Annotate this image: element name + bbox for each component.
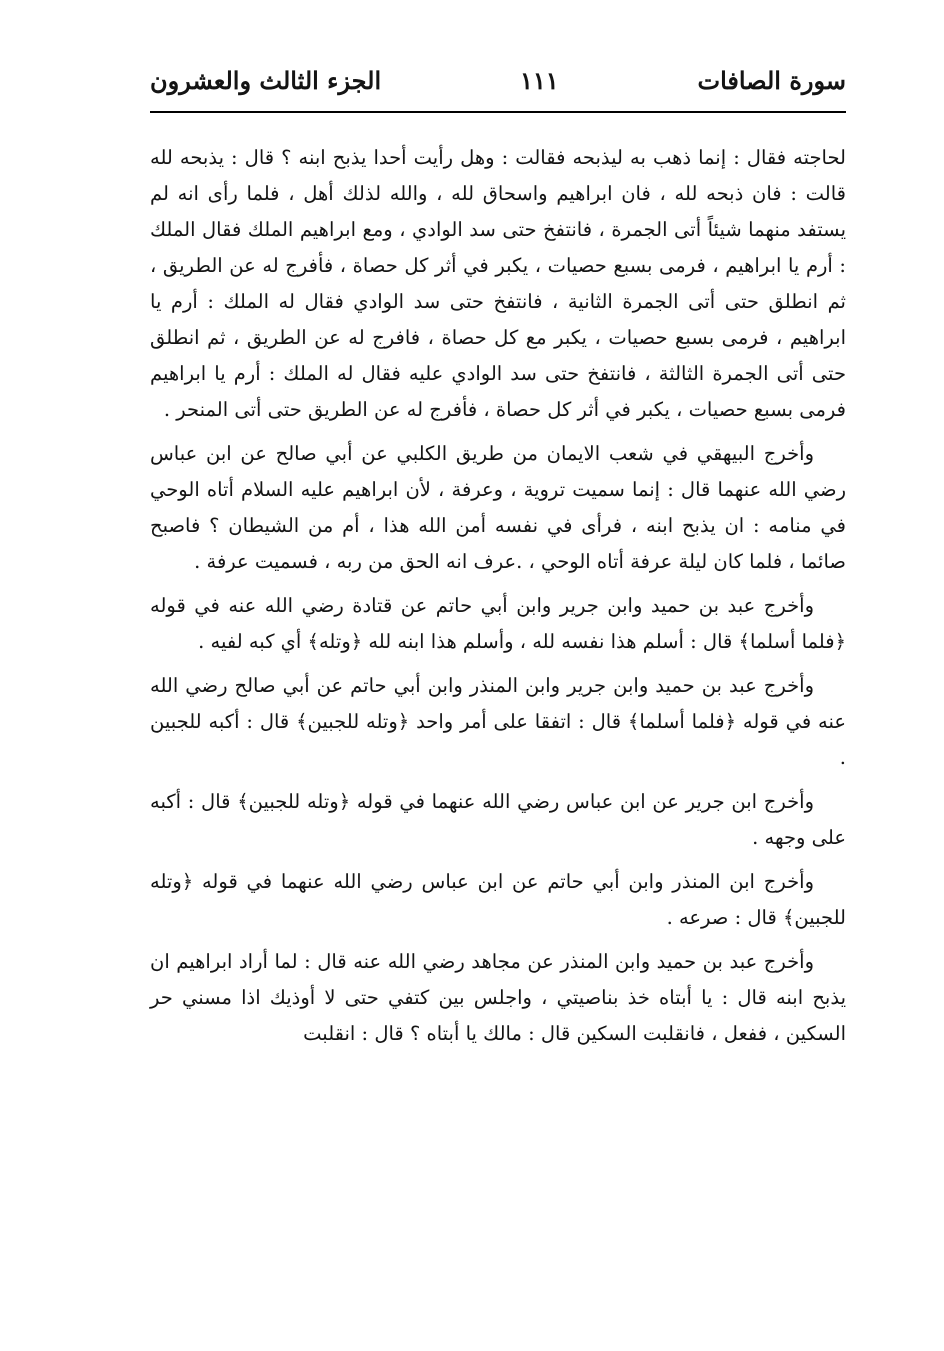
paragraph: وأخرج عبد بن حميد وابن جرير وابن أبي حاتم عن قتادة رضي الله عنه في قوله ﴿فلما أسلما﴾ قال : أسلم هذا نفسه لله ، وأسلم هذا ابنه لله ﴿وتله﴾ أي كبه لفيه . <box>150 594 846 653</box>
paragraph: وأخرج عبد بن حميد وابن المنذر عن مجاهد رضي الله عنه قال : لما أراد ابراهيم ان يذبح ابنه قال : يا أبتاه خذ بناصيتي ، واجلس بين كتفي حتى لا أوذيك اذا مسني حر السكين ، ففعل ، فانقلبت السكين قال : مالك يا أبتاه ؟ قال : انقلبت <box>150 950 846 1045</box>
page-number: ١١١ <box>519 65 559 95</box>
paragraph: وأخرج عبد بن حميد وابن جرير وابن المنذر وابن أبي حاتم عن أبي صالح رضي الله عنه في قوله ﴿فلما أسلما﴾ قال : اتفقا على أمر واحد ﴿وتله للجبين﴾ قال : أكبه للجبين . <box>150 674 846 769</box>
paragraph: لحاجته فقال : إنما ذهب به ليذبحه فقالت : وهل رأيت أحدا يذبح ابنه ؟ قال : يذبحه لله قالت : فان ذبحه لله ، فان ابراهيم واسحاق لله ، والله لذلك أهل ، فلما رأى انه لم يستفد منهما شيئاً أتى الجمرة ، فانتفخ حتى سد الوادي ، ومع ابراهيم الملك فقال الملك : أرم يا ابراهيم ، فرمى بسبع حصيات ، يكبر في أثر كل حصاة ، فأفرج له عن الطريق ، ثم انطلق حتى أتى الجمرة الثانية ، فانتفخ حتى سد الوادي فقال له الملك : أرم يا ابراهيم ، فرمى بسبع حصيات ، يكبر مع كل حصاة ، فافرج له عن الطريق ، ثم انطلق حتى أتى الجمرة الثالثة ، فانتفخ حتى سد الوادي عليه فقال له الملك : أرم يا ابراهيم فرمى بسبع حصيات ، يكبر في أثر كل حصاة ، فأفرج له عن الطريق حتى أتى المنحر . <box>150 146 846 421</box>
paragraph: وأخرج ابن المنذر وابن أبي حاتم عن ابن عباس رضي الله عنهما في قوله ﴿وتله للجبين﴾ قال : صرعه . <box>150 870 846 929</box>
header-rule <box>150 111 846 113</box>
paragraph: وأخرج ابن جرير عن ابن عباس رضي الله عنهما في قوله ﴿وتله للجبين﴾ قال : أكبه على وجهه . <box>150 790 846 849</box>
body-text <box>150 140 846 1060</box>
paragraph: وأخرج البيهقي في شعب الايمان من طريق الكلبي عن أبي صالح عن ابن عباس رضي الله عنهما قال : إنما سميت تروية ، وعرفة ، لأن ابراهيم عليه السلام أتاه الوحي في منامه : ان يذبح ابنه ، فرأى في نفسه أمن الله هذا ، أم من الشيطان ؟ فاصبح صائما ، فلما كان ليلة عرفة أتاه الوحي ، .عرف انه الحق من ربه ، فسميت عرفة . <box>150 442 846 573</box>
header-surah-title: سورة الصافات <box>697 65 846 95</box>
header-part-title: الجزء الثالث والعشرون <box>150 65 382 95</box>
running-header <box>150 60 846 100</box>
